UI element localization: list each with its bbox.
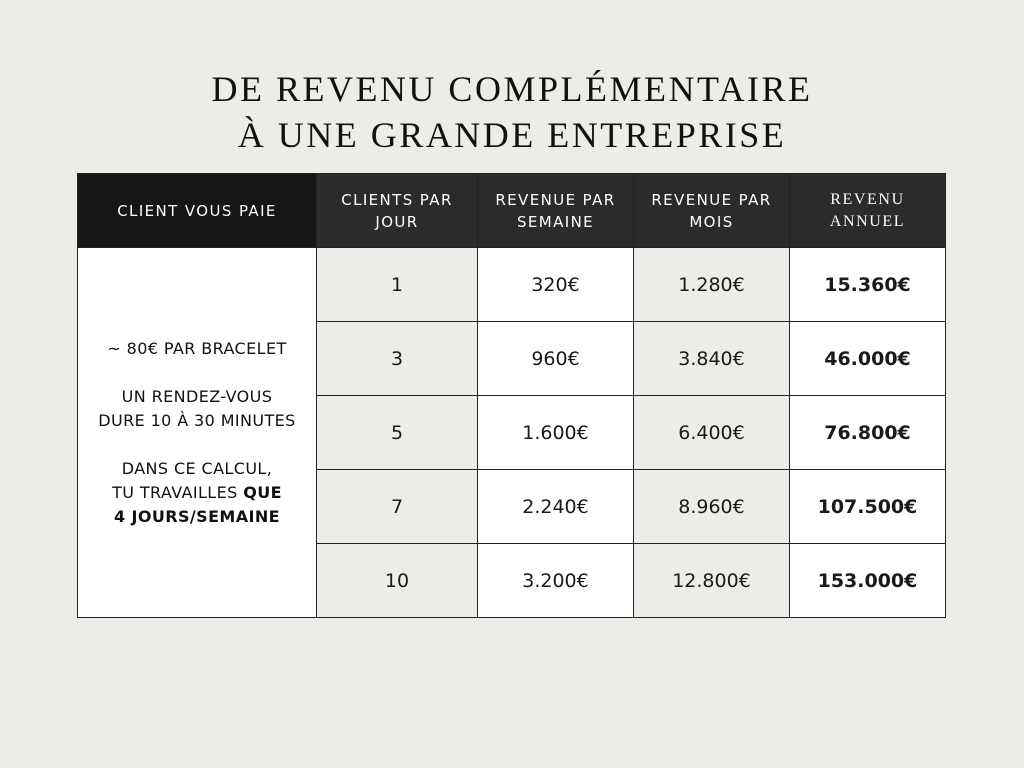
week-cell: 2.240€: [478, 470, 634, 544]
month-cell: 12.800€: [634, 544, 790, 618]
work-days-note: TU TRAVAILLES QUE: [112, 482, 282, 502]
header-annual-revenue: REVENU ANNUEL: [790, 174, 946, 248]
page-title: [0, 66, 1024, 158]
month-cell: 1.280€: [634, 248, 790, 322]
appointment-text: UN RENDEZ-VOUS: [121, 386, 273, 406]
description-cell: [78, 248, 317, 618]
annual-cell: 76.800€: [790, 396, 946, 470]
week-cell: 3.200€: [478, 544, 634, 618]
work-days-bold: 4 JOURS/SEMAINE: [114, 506, 280, 526]
month-cell: 8.960€: [634, 470, 790, 544]
month-cell: 6.400€: [634, 396, 790, 470]
title-line-1: DE REVENU COMPLÉMENTAIRE: [211, 69, 813, 109]
clients-cell: 10: [317, 544, 478, 618]
clients-cell: 1: [317, 248, 478, 322]
header-client-pays: CLIENT VOUS PAIE: [78, 174, 317, 248]
calculation-note: DANS CE CALCUL,: [121, 458, 273, 478]
title-line-2: À UNE GRANDE ENTREPRISE: [237, 115, 787, 155]
week-cell: 320€: [478, 248, 634, 322]
header-clients-per-day: CLIENTS PAR JOUR: [317, 174, 478, 248]
price-per-bracelet: ~ 80€ PAR BRACELET: [107, 338, 287, 358]
annual-cell: 15.360€: [790, 248, 946, 322]
month-cell: 3.840€: [634, 322, 790, 396]
appointment-duration: DURE 10 À 30 MINUTES: [98, 410, 296, 430]
clients-cell: 3: [317, 322, 478, 396]
clients-cell: 7: [317, 470, 478, 544]
revenue-table: [77, 173, 946, 618]
header-revenue-per-month: REVENUE PAR MOIS: [634, 174, 790, 248]
annual-cell: 153.000€: [790, 544, 946, 618]
annual-cell: 107.500€: [790, 470, 946, 544]
header-revenue-per-week: REVENUE PAR SEMAINE: [478, 174, 634, 248]
table-header-row: [78, 174, 946, 248]
week-cell: 1.600€: [478, 396, 634, 470]
clients-cell: 5: [317, 396, 478, 470]
table-row: [78, 248, 946, 322]
week-cell: 960€: [478, 322, 634, 396]
annual-cell: 46.000€: [790, 322, 946, 396]
